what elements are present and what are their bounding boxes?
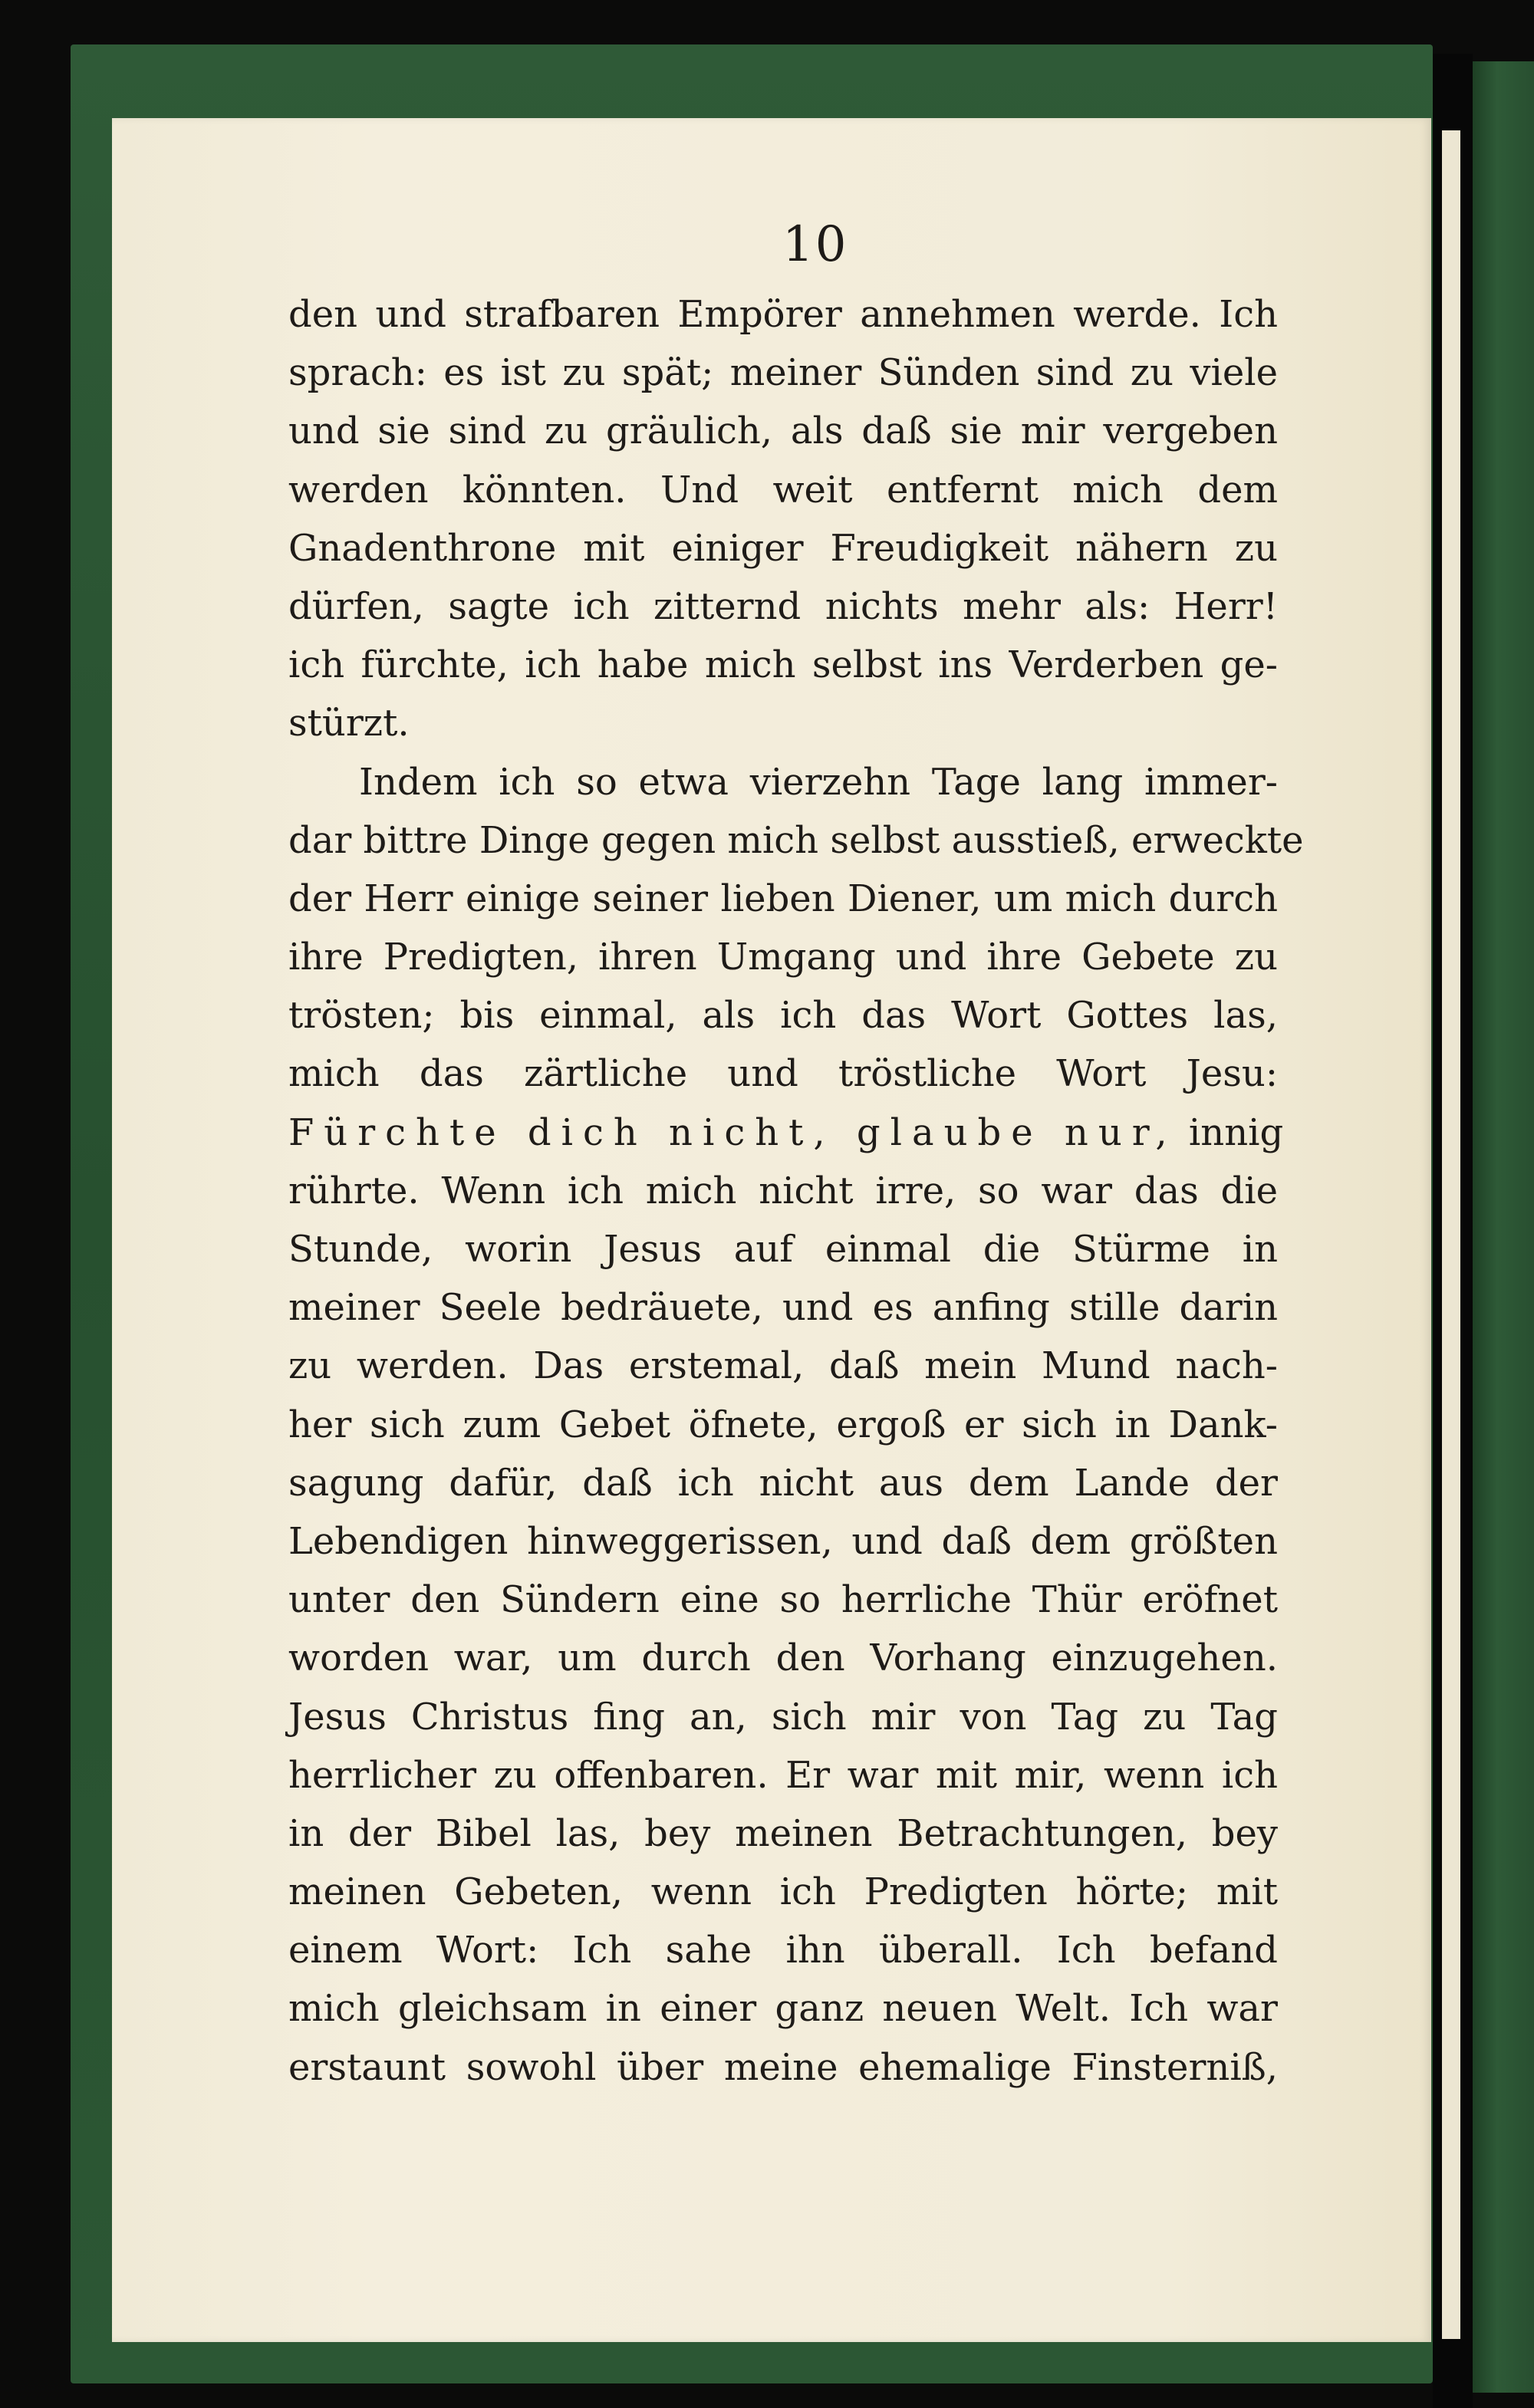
page-number: 10: [782, 216, 848, 273]
text-line: dar bittre Dinge gegen mich selbst ausstieß, erweckte: [288, 818, 1304, 862]
text-line: unter den Sündern eine so herrliche Thür eröfnet: [288, 1578, 1278, 1622]
text-line: rührte. Wenn ich mich nicht irre, so war das die: [288, 1169, 1278, 1212]
text-line: einem Wort: Ich sahe ihn überall. Ich befand: [288, 1929, 1278, 1972]
text-line: der Herr einige seiner lieben Diener, um mich durch: [288, 877, 1278, 920]
text-line: worden war, um durch den Vorhang einzugehen.: [288, 1637, 1278, 1680]
text-line: sprach: es ist zu spät; meiner Sünden sind zu viele: [288, 351, 1278, 395]
text-line: ihre Predigten, ihren Umgang und ihre Gebete zu: [288, 936, 1278, 979]
text-line: trösten; bis einmal, als ich das Wort Gottes las,: [288, 994, 1278, 1038]
text-line: zu werden. Das erstemal, daß mein Mund nach-: [288, 1344, 1278, 1388]
book-cover-board-right: [1473, 61, 1534, 2393]
text-line-spaced-quote: [288, 1104, 1284, 1162]
text-line: erstaunt sowohl über meine ehemalige Finsterniß,: [288, 2045, 1278, 2089]
text-line: meinen Gebeten, wenn ich Predigten hörte; mit: [288, 1870, 1278, 1914]
page-text: [288, 285, 1304, 2097]
text-line: Gnadenthrone mit einiger Freudigkeit nähern zu: [288, 526, 1278, 570]
text-line: stürzt.: [288, 702, 410, 745]
quote-tail: innig: [1177, 1110, 1284, 1154]
facing-page-edge: [1442, 130, 1460, 2339]
text-line: und sie sind zu gräulich, als daß sie mir vergeben: [288, 410, 1278, 453]
spaced-quote: Fürchte dich nicht, glaube nur,: [288, 1110, 1177, 1154]
text-line: Jesus Christus fing an, sich mir von Tag zu Tag: [288, 1695, 1278, 1739]
text-line: ich fürchte, ich habe mich selbst ins Verderben ge-: [288, 643, 1278, 687]
text-line: meiner Seele bedräuete, und es anfing stille darin: [288, 1286, 1278, 1330]
text-line: sagung dafür, daß ich nicht aus dem Lande der: [288, 1461, 1278, 1505]
text-line: werden könnten. Und weit entfernt mich dem: [288, 468, 1278, 512]
text-line: Stunde, worin Jesus auf einmal die Stürme in: [288, 1228, 1278, 1271]
text-line: in der Bibel las, bey meinen Betrachtungen, bey: [288, 1811, 1278, 1855]
text-line: her sich zum Gebet öfnete, ergoß er sich in Dank-: [288, 1403, 1278, 1446]
text-line: mich gleichsam in einer ganz neuen Welt. Ich war: [288, 1987, 1278, 2031]
text-line: den und strafbaren Empörer annehmen werde. Ich: [288, 293, 1278, 336]
text-line: mich das zärtliche und tröstliche Wort Jesu:: [288, 1052, 1278, 1096]
text-line: herrlicher zu offenbaren. Er war mit mir, wenn ich: [288, 1753, 1278, 1797]
paragraph-first-line: Indem ich so etwa vierzehn Tage lang immer-: [359, 760, 1278, 804]
text-line: Lebendigen hinweggerissen, und daß dem größten: [288, 1519, 1278, 1563]
text-line: dürfen, sagte ich zitternd nichts mehr als: Herr!: [288, 584, 1278, 628]
